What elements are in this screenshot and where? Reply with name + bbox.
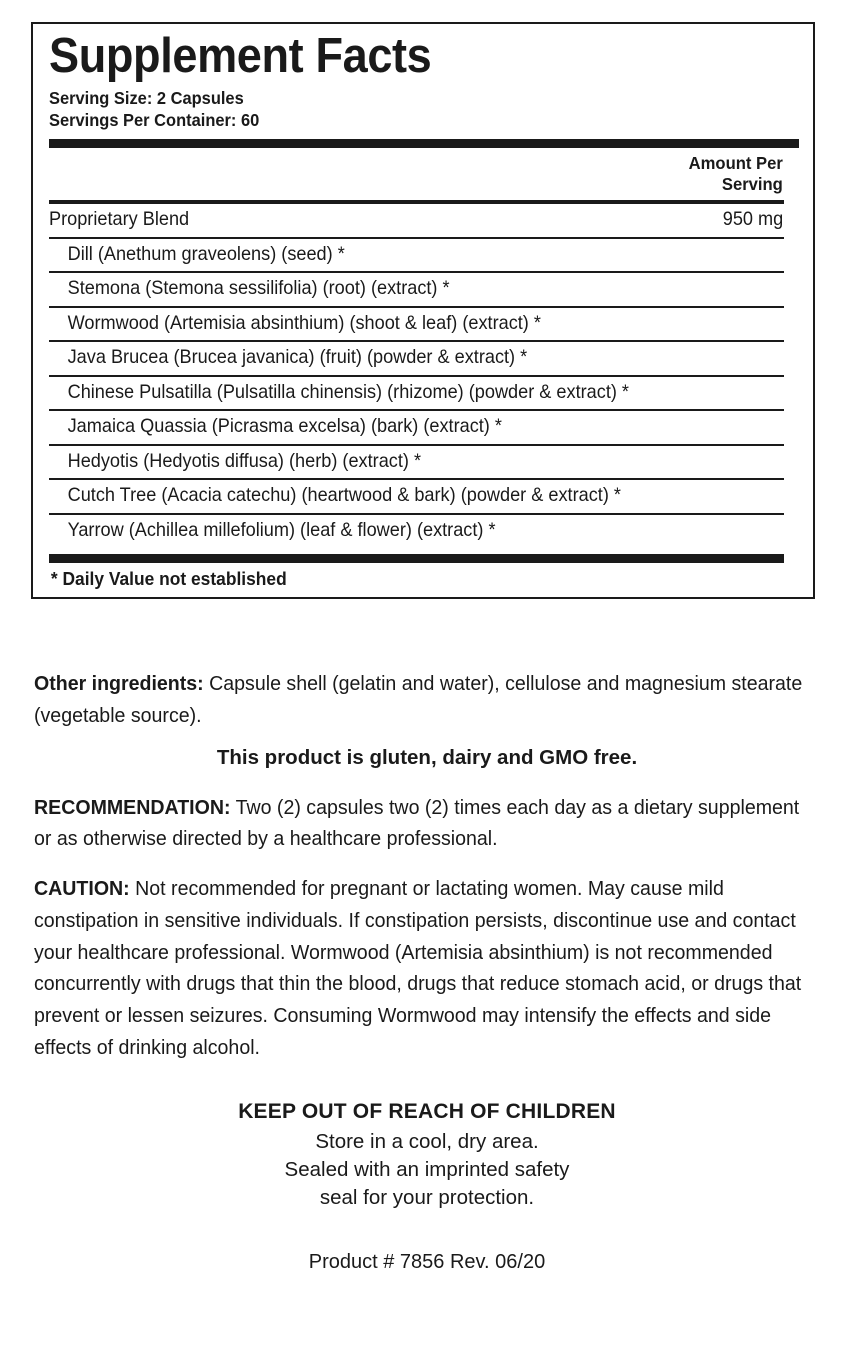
amount-per-serving-line2: Serving <box>721 174 783 195</box>
table-row <box>49 273 799 306</box>
table-row <box>49 308 799 341</box>
storage-line-3: seal for your protection. <box>319 1186 535 1210</box>
panel-title: Supplement Facts <box>49 29 432 83</box>
amount-per-serving-header <box>87 148 800 201</box>
serving-size: Serving Size: 2 Capsules <box>49 88 244 108</box>
divider-thick-top <box>49 139 799 148</box>
ingredient-name: Hedyotis (Hedyotis diffusa) (herb) (extract) * <box>67 449 422 472</box>
supplement-facts-panel <box>31 22 815 599</box>
storage-line-2: Sealed with an imprinted safety <box>284 1157 570 1181</box>
free-claim: This product is gluten, dairy and GMO free. <box>216 745 638 769</box>
product-number: Product # 7856 Rev. 06/20 <box>308 1250 546 1273</box>
recommendation-paragraph <box>34 792 820 856</box>
ingredient-name: Wormwood (Artemisia absinthium) (shoot & leaf) (extract) * <box>67 311 541 334</box>
ingredient-name: Jamaica Quassia (Picrasma excelsa) (bark) (extract) * <box>67 415 502 438</box>
table-row <box>49 342 799 375</box>
other-ingredients-label: Other ingredients: <box>34 672 204 695</box>
other-ingredients-text: Capsule shell (gelatin and water), cellulose and magnesium stearate (vegetable source). <box>34 672 803 727</box>
table-row <box>49 411 799 444</box>
table-row <box>49 239 799 272</box>
ingredient-name: Cutch Tree (Acacia catechu) (heartwood & bark) (powder & extract) * <box>67 484 621 507</box>
storage-line-1: Store in a cool, dry area. <box>315 1129 539 1153</box>
ingredient-name: Yarrow (Achillea millefolium) (leaf & flower) (extract) * <box>67 518 496 541</box>
caution-text: Not recommended for pregnant or lactating women. May cause mild constipation in sensitive individuals. If constipation persists, discontinue use and contact your healthcare professional. Wormwood (Artemisia absinthium) is not recommended concurrently with drugs that thin the blood, drugs that reduce stomach acid, or drugs that prevent or lessen seizures. Consuming Wormwood may intensify the effects and side effects of drinking alcohol. <box>34 877 802 1059</box>
servings-per-container: Servings Per Container: 60 <box>49 110 260 131</box>
ingredient-name: Java Brucea (Brucea javanica) (fruit) (powder & extract) * <box>67 346 528 369</box>
blend-amount: 950 mg <box>722 208 784 231</box>
caution-label: CAUTION: <box>34 877 130 901</box>
table-row <box>49 515 799 548</box>
other-ingredients-paragraph <box>34 668 820 732</box>
blend-name: Proprietary Blend <box>49 208 190 231</box>
table-row <box>49 480 799 513</box>
keep-out-of-reach-warning: KEEP OUT OF REACH OF CHILDREN <box>238 1099 616 1123</box>
caution-paragraph <box>34 873 820 1064</box>
table-row-blend <box>49 204 799 237</box>
ingredient-name: Stemona (Stemona sessilifolia) (root) (extract) * <box>67 277 450 300</box>
daily-value-footnote: * Daily Value not established <box>50 568 287 590</box>
recommendation-text: Two (2) capsules two (2) times each day as a dietary supplement or as otherwise directed by a healthcare professional. <box>34 795 800 851</box>
storage-instructions <box>34 1128 820 1213</box>
ingredient-name: Chinese Pulsatilla (Pulsatilla chinensis) (rhizome) (powder & extract) * <box>67 380 630 403</box>
divider-thick-bottom <box>49 554 784 563</box>
table-row <box>49 446 799 479</box>
amount-per-serving-line1: Amount Per <box>688 152 783 173</box>
table-row <box>49 377 799 410</box>
recommendation-label: RECOMMENDATION: <box>34 795 231 819</box>
label-body-copy <box>34 668 820 1274</box>
ingredient-name: Dill (Anethum graveolens) (seed) * <box>67 242 345 265</box>
